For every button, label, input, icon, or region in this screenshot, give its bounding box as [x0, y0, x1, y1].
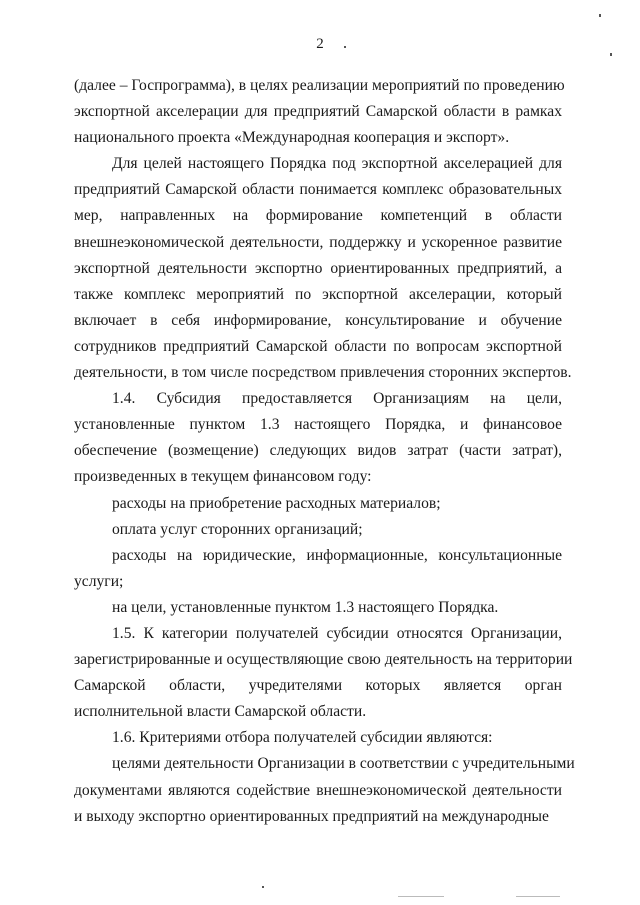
text-line: расходы на приобретение расходных материалов; — [112, 494, 441, 512]
paragraph — [74, 621, 573, 725]
paragraph — [74, 73, 565, 151]
scan-mark — [516, 896, 560, 897]
text-line: услуги; — [74, 572, 124, 590]
text-line: 1.5. К категории получателей субсидии относятся Организации, — [112, 624, 562, 642]
paragraph — [74, 491, 562, 517]
text-line: оплата услуг сторонних организаций; — [112, 520, 363, 538]
text-line: деятельности, в том числе посредством привлечения сторонних экспертов. — [74, 364, 572, 382]
text-line: зарегистрированные и осуществляющие свою деятельность на территории — [74, 651, 573, 669]
text-line: на цели, установленные пунктом 1.3 настоящего Порядка. — [112, 598, 499, 616]
text-line: предприятий Самарской области понимается комплекс образовательных — [74, 181, 562, 199]
text-line: экспортной деятельности экспортно ориентированных предприятий, а — [74, 259, 562, 277]
text-line: экспортной акселерации для предприятий Самарской области в рамках — [74, 103, 562, 121]
scan-mark — [344, 46, 346, 48]
paragraph — [74, 386, 562, 490]
text-line: национального проекта «Международная кооперация и экспорт». — [74, 129, 510, 147]
text-line: произведенных в текущем финансовом году: — [74, 468, 372, 486]
scan-mark — [398, 896, 444, 897]
text-line: и выходу экспортно ориентированных предприятий на международные — [74, 807, 549, 825]
text-line: исполнительной власти Самарской области. — [74, 703, 367, 721]
text-line: целями деятельности Организации в соответствии с учредительными — [112, 755, 575, 773]
text-line: документами являются содействие внешнеэкономической деятельности — [74, 781, 562, 799]
paragraph — [74, 595, 562, 621]
text-line: 1.4. Субсидия предоставляется Организациям на цели, — [112, 390, 562, 408]
text-line: мер, направленных на формирование компетенций в области — [74, 207, 562, 225]
text-line: обеспечение (возмещение) следующих видов затрат (части затрат), — [74, 442, 562, 460]
text-line: расходы на юридические, информационные, консультационные — [112, 546, 562, 564]
paragraph — [74, 725, 562, 751]
scan-mark — [262, 886, 264, 888]
paragraph — [74, 517, 562, 543]
paragraph — [74, 543, 562, 595]
page-number: 2 — [316, 36, 324, 52]
text-line: 1.6. Критериями отбора получателей субсидии являются: — [112, 729, 493, 747]
text-line: (далее – Госпрограмма), в целях реализации мероприятий по проведению — [74, 77, 565, 94]
scan-mark — [610, 53, 612, 56]
text-line: установленные пунктом 1.3 настоящего Порядка, и финансовое — [74, 416, 562, 434]
text-line: включает в себя информирование, консультирование и обучение — [74, 311, 562, 329]
document-body — [74, 73, 575, 830]
text-line: сотрудников предприятий Самарской области по вопросам экспортной — [74, 337, 562, 355]
text-line: Самарской области, учредителями которых является орган — [74, 677, 562, 695]
text-line: внешнеэкономической деятельности, поддержку и ускоренное развитие — [74, 233, 562, 251]
paragraph — [74, 751, 575, 829]
text-line: Для целей настоящего Порядка под экспортной акселерацией для — [112, 155, 562, 173]
text-line: также комплекс мероприятий по экспортной акселерации, который — [74, 285, 562, 303]
paragraph — [74, 151, 572, 386]
scan-mark — [599, 14, 601, 17]
